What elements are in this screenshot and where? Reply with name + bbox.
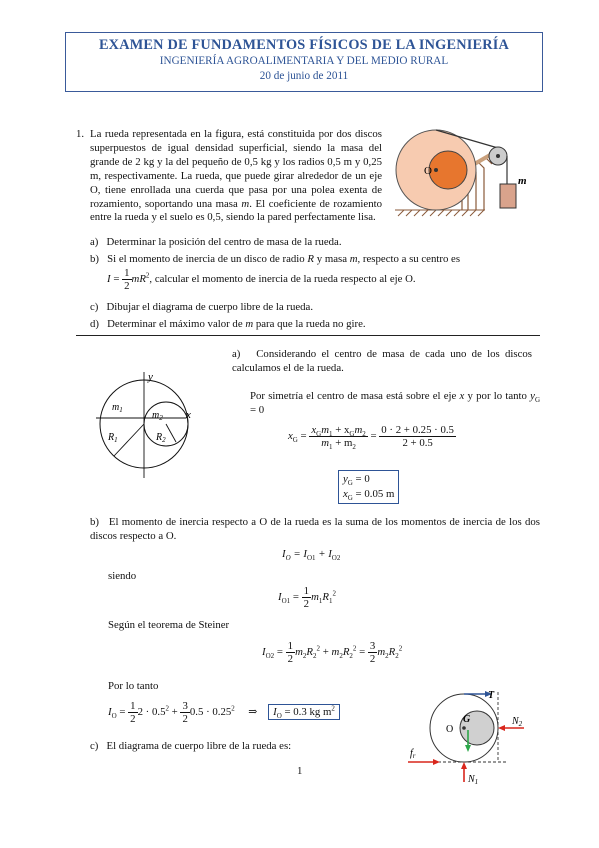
question-a: a) Determinar la posición del centro de masa de la rueda.: [90, 236, 342, 248]
page-number: 1: [297, 765, 303, 777]
force-n2-label: $N_2$: [512, 716, 523, 728]
steiner-label: Según el teorema de Steiner: [108, 619, 230, 631]
question-c: c) Dibujar el diagrama de cuerpo libre de la rueda.: [90, 301, 314, 313]
xg-formula: $x_G$ = $\frac{x_Gm_1 + x_Gm_2}{m_1 + m_2}$ = $\frac{0 \cdot 2 + 0.25 \cdot 0.5}{2 + 0.5}$: [288, 424, 454, 452]
io-final-formula: $I_O$ = $\frac{1}{2}$ $2 \cdot 0.5^2$ + $\frac{3}{2}$ $0.5 \cdot 0.25^2$ ⇒ $I_O = 0.3$ kg $m^2$: [108, 700, 340, 725]
exam-date: 20 de junio de 2011: [259, 70, 349, 82]
fbd-g-label: G: [463, 714, 471, 725]
section-divider: [76, 335, 540, 336]
io2-formula: $I_{O2}$ = $\frac{1}{2}$ $m_2R_2^2 + m_2R_2^2$ = $\frac{3}{2}$ $m_2R_2^2$: [262, 640, 403, 665]
problem-statement: La rueda representada en la figura, está constituida por dos discos superpuestos de igual densidad superficial, siendo la masa del grande de 2 kg y la del pequeño de 0,5 kg y los radios 0,5 m y 0,25 m, respectivamente. La rueda, que puede girar alrededor de un eje O, tiene enrollada una cuerda que pasa por una polea exenta de rozamiento, soportando una masa m. El coeficiente de rozamiento entre la rueda y el suelo es 0,5, siendo la pared perfectamente lisa.: [90, 128, 382, 224]
question-b-formula: I = $\frac{1}{2}$ $mR^2$, calcular el momento de inercia de la rueda respecto al eje O.: [107, 267, 416, 292]
por-lo-tanto-label: Por lo tanto: [108, 680, 159, 692]
question-b: b) Si el momento de inercia de un disco de radio R y masa m, respecto a su centro es: [90, 253, 461, 265]
fbd-o-label: O: [446, 724, 454, 735]
problem-figure: [390, 126, 530, 222]
exam-title: EXAMEN DE FUNDAMENTOS FÍSICOS DE LA INGENIERÍA: [98, 37, 510, 53]
axis-y-label: y: [148, 371, 153, 383]
axis-x-label: x: [186, 409, 191, 421]
solution-a-symmetry: Por simetría el centro de masa está sobre el eje x y por lo tanto $y_G = 0$: [250, 390, 541, 416]
force-t-label: T: [488, 690, 495, 701]
label-r2: $R_2$: [156, 432, 166, 444]
exam-header: [65, 32, 543, 92]
label-m2: $m_2$: [152, 410, 163, 422]
io-sum-formula: $I_O = I_{O1} + I_{O2}$: [282, 548, 341, 563]
io1-formula: $I_{O1}$ = $\frac{1}{2}$ $m_1R_1^2$: [278, 585, 336, 610]
center-of-mass-result: $y_G = 0$ $x_G = 0.05$ m: [338, 470, 399, 504]
figure-label-o: O: [424, 165, 432, 177]
free-body-diagram: [400, 686, 540, 786]
solution-a-intro: a) Considerando el centro de masa de cada uno de los discos calculamos el de la rueda.: [232, 348, 532, 374]
label-m1: $m_1$: [112, 402, 123, 414]
siendo-label: siendo: [108, 570, 137, 582]
figure-label-m: m: [518, 175, 527, 187]
solution-c: c) El diagrama de cuerpo libre de la rueda es:: [90, 740, 292, 752]
label-r1: $R_1$: [108, 432, 118, 444]
problem-number: 1.: [76, 128, 85, 140]
exam-subtitle: INGENIERÍA AGROALIMENTARIA Y DEL MEDIO RURAL: [159, 55, 449, 67]
inertia-result: $I_O = 0.3$ kg $m^2$: [268, 704, 340, 720]
question-d: d) Determinar el máximo valor de m para que la rueda no gire.: [90, 318, 366, 330]
center-of-mass-figure: [92, 370, 202, 480]
solution-b-intro: b) El momento de inercia respecto a O de la rueda es la suma de los momentos de inercia de los dos discos respecto a O.: [90, 516, 540, 542]
force-fr-label: $f_r$: [410, 748, 416, 760]
force-n1-label: $N_1$: [468, 774, 479, 786]
